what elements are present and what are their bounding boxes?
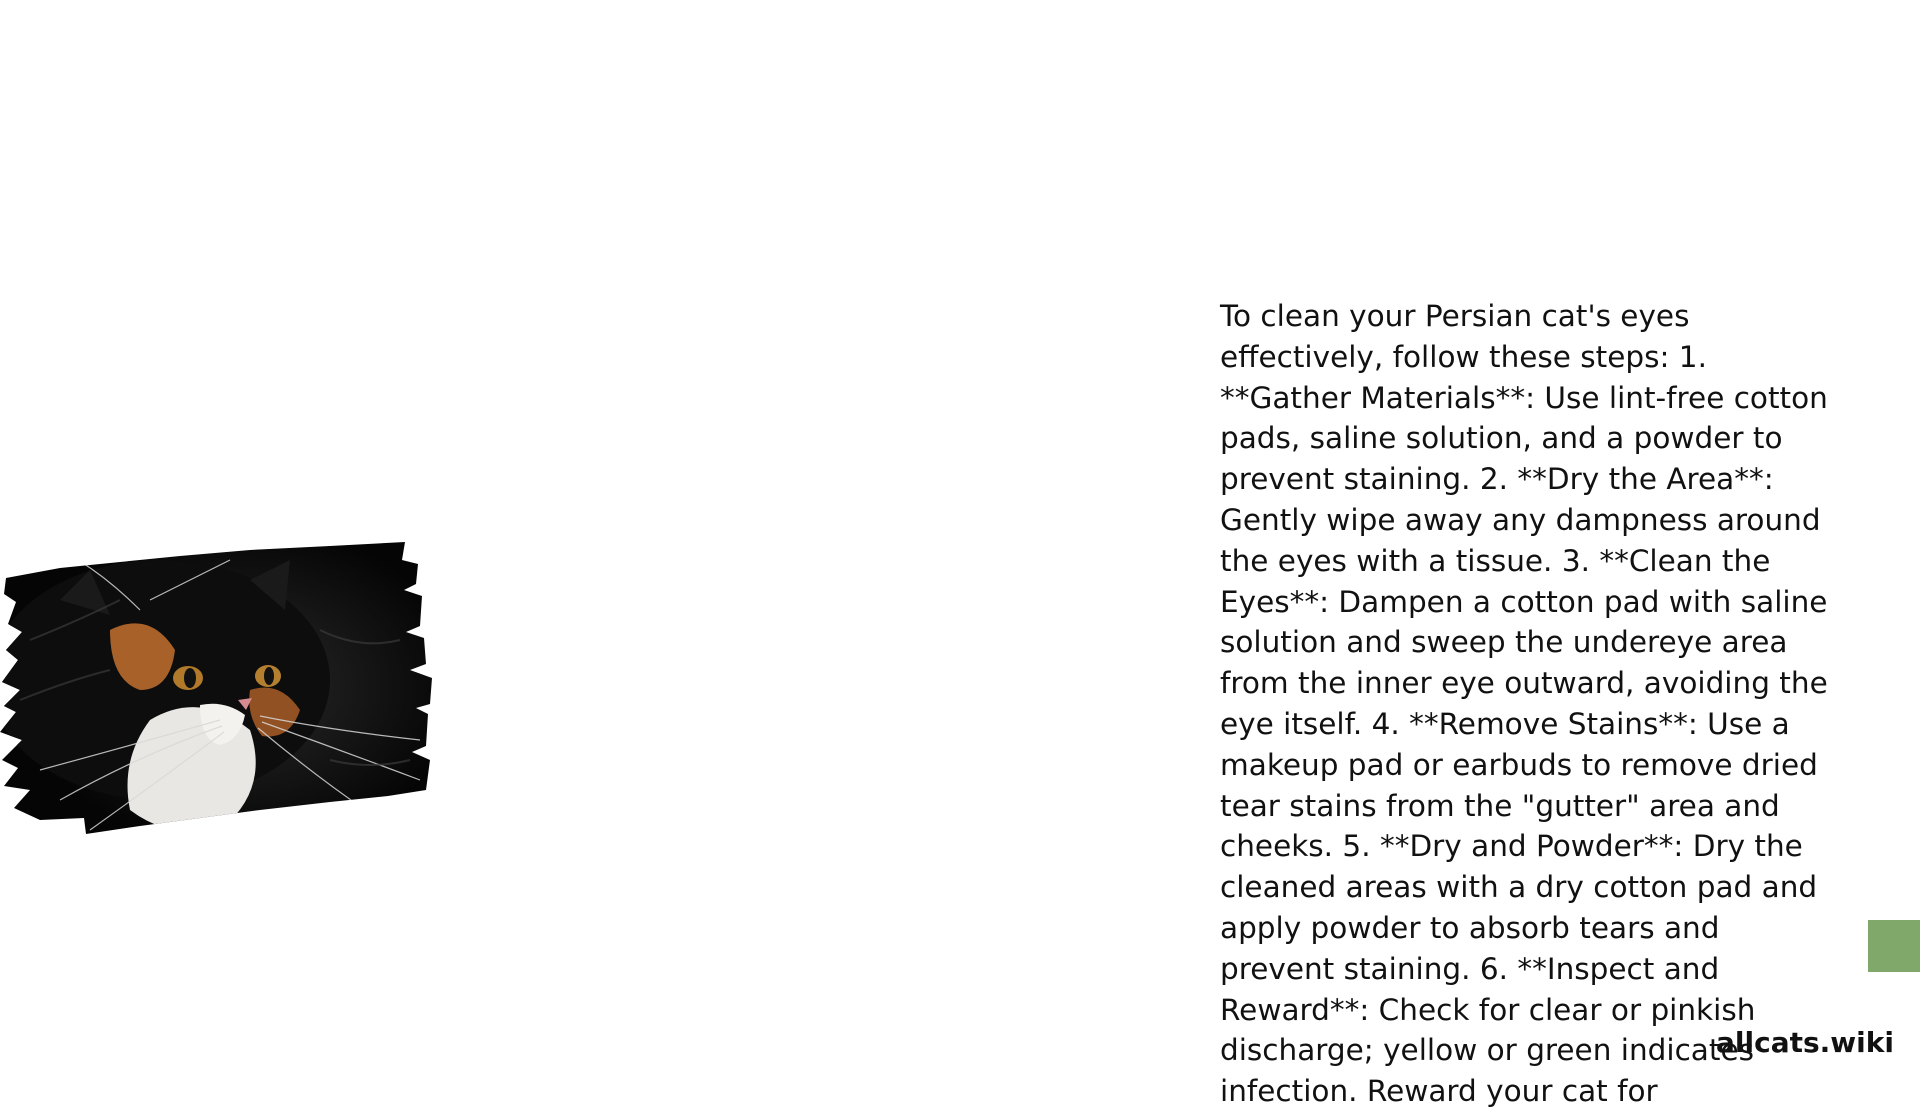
cat-photo-icon [0,540,440,865]
article-body-text: To clean your Persian cat's eyes effectively, follow these steps: 1. **Gather Materials**: Use lint-free cotton pads, saline solution, and a powder to prevent staining. 2. **Dry the Area**: Gently wipe away any dampness around the eyes with a tissue. 3. **Clean the Eyes**: Dampen a cotton pad with saline solution and sweep the undereye area from the inner eye outward, avoiding the eye itself. 4. **Remove Stains**: Use a makeup pad or earbuds to remove dried tear stains from the "gutter" area and cheeks. 5. **Dry and Powder**: Dry the cleaned areas with a dry cotton pad and apply powder to absorb tears and prevent staining. 6. **Inspect and Reward**: Check for clear or pinkish discharge; yellow or green indicates infection. Reward your cat for [1220,299,1828,1109]
accent-square [1868,920,1920,972]
site-watermark: allcats.wiki [1716,1026,1894,1059]
